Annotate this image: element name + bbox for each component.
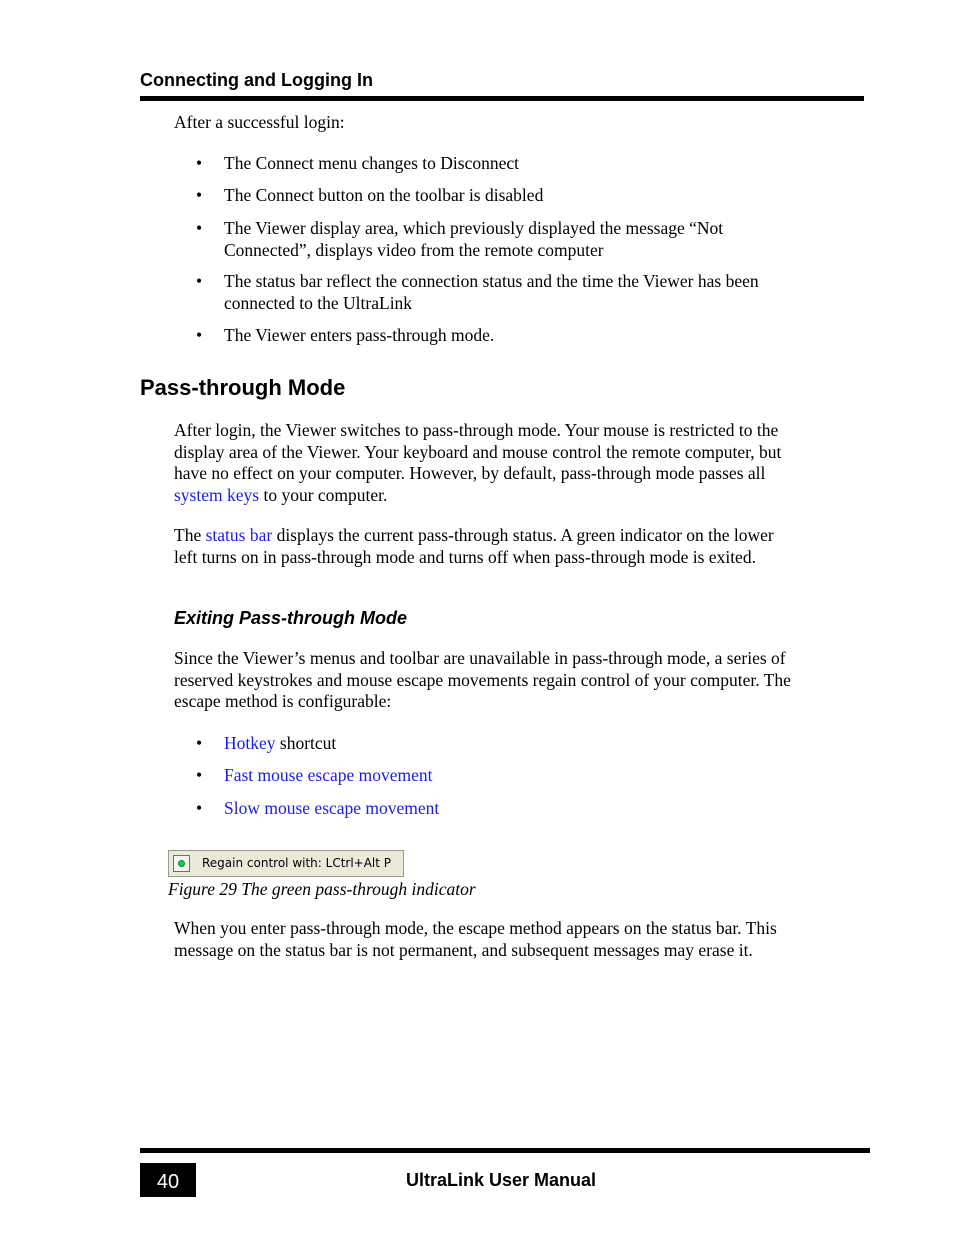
subsection-paragraph: Since the Viewer’s menus and toolbar are unavailable in pass-through mode, a series of reserved keystrokes and mouse escape movements regain control of your computer. The escape method is configurable: [174, 648, 791, 711]
fast-mouse-escape-link[interactable]: Fast mouse escape movement [224, 765, 433, 785]
bullet-icon: • [196, 733, 203, 753]
running-header: Connecting and Logging In [140, 70, 373, 90]
bullet-icon: • [196, 798, 203, 818]
bullet-icon: • [196, 765, 203, 785]
indicator-frame [173, 855, 190, 872]
section-heading: Pass-through Mode [140, 375, 346, 400]
system-keys-link[interactable]: system keys [174, 484, 260, 505]
figure-caption: Figure 29 The green pass-through indicator [168, 879, 476, 899]
bullet-icon: • [196, 271, 203, 291]
page-number: 40 [140, 1163, 196, 1197]
intro-paragraph: After a successful login: [174, 112, 345, 132]
green-indicator-icon [178, 860, 185, 867]
footer-title: UltraLink User Manual [406, 1170, 597, 1190]
slow-mouse-escape-link[interactable]: Slow mouse escape movement [224, 798, 440, 818]
status-message: Regain control with: LCtrl+Alt P [202, 856, 392, 870]
bullet-icon: • [196, 153, 203, 173]
section-paragraph-2: The status bar displays the current pass-through status. A green indicator on the lower left turns on in pass-through mode and turns off when pass-through mode is exited. [174, 525, 774, 567]
closing-paragraph: When you enter pass-through mode, the escape method appears on the status bar. This message on the status bar is not permanent, and subsequent messages may erase it. [174, 918, 777, 960]
header-rule [140, 96, 864, 101]
bullet-icon: • [196, 325, 203, 345]
hotkey-link[interactable]: Hotkey [224, 733, 276, 753]
section-paragraph-1: After login, the Viewer switches to pass-through mode. Your mouse is restricted to the display area of the Viewer. Your keyboard and mouse control the remote computer, but have no effect on your computer. However, by default, pass-through mode passes all system keys to your computer. [174, 420, 782, 505]
subsection-heading: Exiting Pass-through Mode [174, 608, 408, 628]
footer-rule [140, 1148, 870, 1153]
bullet-icon: • [196, 185, 203, 205]
status-bar-screenshot [168, 850, 404, 877]
bullet-icon: • [196, 218, 203, 238]
status-bar-link[interactable]: status bar [205, 525, 273, 545]
